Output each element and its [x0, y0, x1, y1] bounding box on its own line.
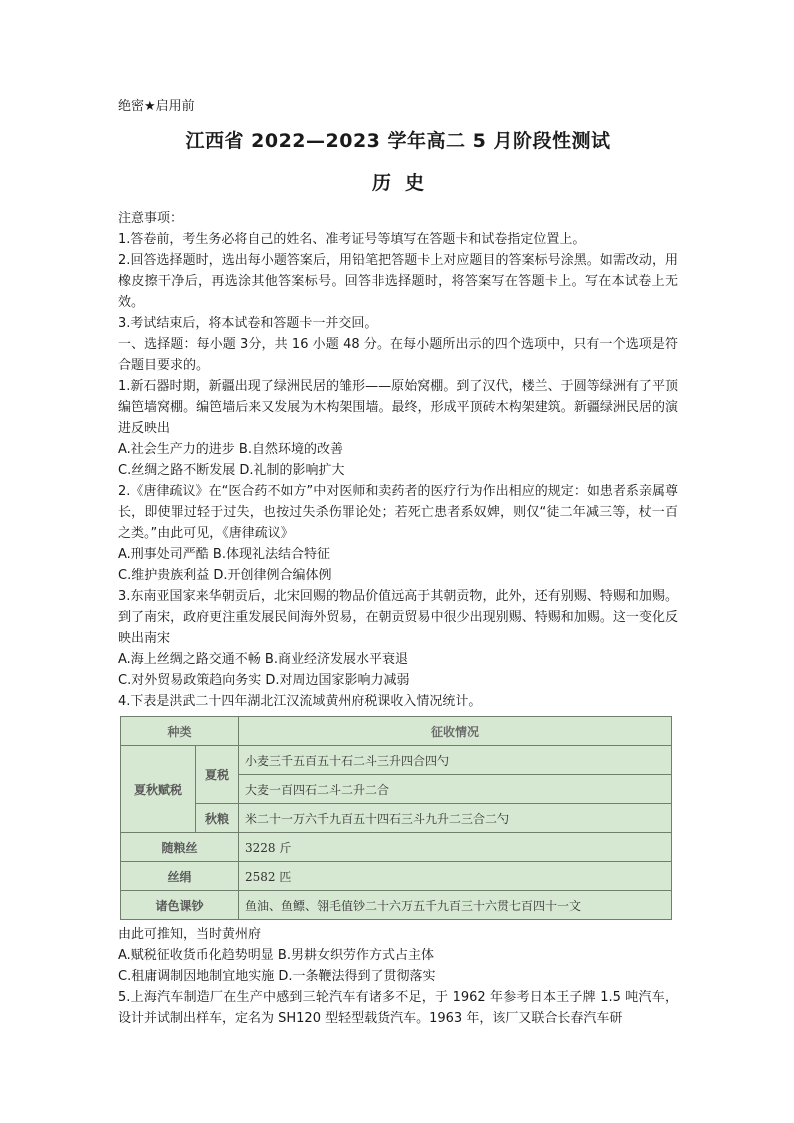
question-1 [118, 376, 678, 481]
table-header-detail: 征收情况 [239, 717, 672, 746]
table-row [121, 833, 672, 862]
table-row [121, 804, 672, 833]
question-2 [118, 481, 678, 586]
table-cell: 鱼油、鱼鳔、翎毛值钞二十六万五千九百三十六贯七百四十一文 [239, 891, 672, 920]
exam-page [118, 96, 678, 1029]
section-intro: 一、选择题：每小题 3分，共 16 小题 48 分。在每小题所出示的四个选项中，只有一个选项是符合题目要求的。 [118, 337, 678, 373]
table-row [121, 891, 672, 920]
question-options: C.维护贵族利益 D.开创律例合编体例 [118, 568, 332, 583]
table-row [121, 746, 672, 775]
question-options: A.赋税征收货币化趋势明显 B.男耕女织劳作方式占主体 [118, 948, 434, 963]
question-options: C.租庸调制因地制宜地实施 D.一条鞭法得到了贯彻落实 [118, 969, 436, 984]
notice-item-2: 2.回答选择题时，选出每小题答案后，用铅笔把答题卡上对应题目的答案标号涂黑。如需改动，用橡皮擦干净后，再选涂其他答案标号。回答非选择题时，将答案写在答题卡上。写在本试卷上无效。 [118, 253, 678, 310]
secret-mark: 绝密★启用前 [118, 99, 195, 114]
question-stem: 3.东南亚国家来华朝贡后，北宋回赐的物品价值远高于其朝贡物，此外，还有别赐、特赐和加赐。到了南宋，政府更注重发展民间海外贸易，在朝贡贸易中很少出现别赐、特赐和加赐。这一变化反映出南宋 [118, 589, 678, 646]
question-stem: 2.《唐律疏议》在“医合药不如方”中对医师和卖药者的医疗行为作出相应的规定：如患者系亲属尊长，即使罪过轻于过失，也按过失杀伤罪论处；若死亡患者系奴婢，则仅“徒二年减三等，杖一百之类。”由此可见，《唐律疏议》 [118, 484, 678, 541]
table-cell-summer: 夏税 [196, 746, 239, 804]
question-5 [118, 987, 678, 1029]
question-options: C.丝绸之路不断发展 D.礼制的影响扩大 [118, 463, 345, 478]
notice-item-3: 3.考试结束后，将本试卷和答题卡一并交回。 [118, 316, 378, 331]
table-cell: 大麦一百四石二斗二升二合 [239, 775, 672, 804]
table-header-kind: 种类 [121, 717, 239, 746]
table-cell-group: 夏秋赋税 [121, 746, 196, 833]
question-after-text: 由此可推知，当时黄州府 [118, 927, 262, 942]
question-stem: 4.下表是洪武二十四年湖北江汉流域黄州府税课收入情况统计。 [118, 694, 482, 709]
question-options: A.刑事处司严酷 B.体现礼法结合特征 [118, 547, 330, 562]
table-cell: 2582 匹 [239, 862, 672, 891]
table-row [121, 862, 672, 891]
question-stem: 5.上海汽车制造厂在生产中感到三轮汽车有诸多不足，于 1962 年参考日本王子牌 1.5 吨汽车，设计并试制出样车，定名为 SH120 型轻型载货汽车。1963 年，该厂又联合长春汽车研 [118, 990, 678, 1026]
subject-title: 历史 [371, 172, 438, 194]
question-options: C.对外贸易政策趋向务实 D.对周边国家影响力减弱 [118, 673, 410, 688]
table-cell: 小麦三千五百五十石二斗三升四合四勺 [239, 746, 672, 775]
question-options: A.社会生产力的进步 B.自然环境的改善 [118, 442, 343, 457]
question-stem: 1.新石器时期，新疆出现了绿洲民居的雏形——原始窝棚。到了汉代，楼兰、于圆等绿洲有了平顶编笆墙窝棚。编笆墙后来又发展为木构架围墙。最终，形成平顶砖木构架建筑。新疆绿洲民居的演进反映出 [118, 379, 678, 436]
table-cell-label: 随粮丝 [121, 833, 239, 862]
table-cell-label: 丝绢 [121, 862, 239, 891]
question-options: A.海上丝绸之路交通不畅 B.商业经济发展水平衰退 [118, 652, 408, 667]
table-cell: 米二十一万六千九百五十四石三斗九升二三合二勺 [239, 804, 672, 833]
tax-table [120, 716, 672, 920]
table-cell-label: 诸色课钞 [121, 891, 239, 920]
notice-item-1: 1.答卷前，考生务必将自己的姓名、准考证号等填写在答题卡和试卷指定位置上。 [118, 232, 586, 247]
table-cell: 3228 斤 [239, 833, 672, 862]
question-4 [118, 691, 678, 987]
exam-title: 江西省 2022—2023 学年高二 5 月阶段性测试 [185, 130, 611, 152]
notice-heading: 注意事项： [118, 211, 184, 226]
question-3 [118, 586, 678, 691]
table-row [121, 717, 672, 746]
table-cell-autumn: 秋粮 [196, 804, 239, 833]
